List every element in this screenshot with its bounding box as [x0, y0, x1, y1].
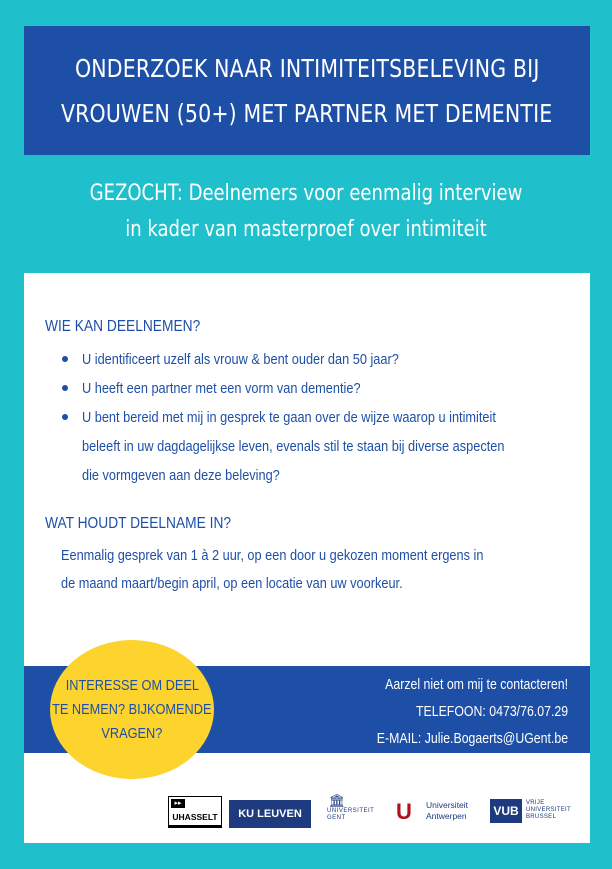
contact-invite: Aarzel niet om mij te contacteren! [385, 677, 568, 693]
building-icon: 🏛 [328, 793, 346, 808]
uantwerpen-name-1: Universiteit [426, 800, 469, 810]
section-heading-participation: WAT HOUDT DEELNAME IN? [45, 515, 232, 532]
list-item [62, 345, 612, 374]
list-item-text: U identificeert uzelf als vrouw & bent ouder dan 50 jaar? [82, 351, 399, 368]
circle-line-1: INTERESSE OM DEEL [65, 676, 199, 694]
list-item-text: U heeft een partner met een vorm van dementie? [82, 380, 361, 397]
ugent-logo [327, 794, 377, 834]
section-heading-participants: WIE KAN DEELNEMEN? [45, 318, 201, 335]
uhasselt-name: UHASSELT [172, 812, 218, 822]
subtitle-line-1: GEZOCHT: Deelnemers voor eenmalig interview [89, 181, 523, 206]
title-line-1: ONDERZOEK NAAR INTIMITEITSBELEVING BIJ [74, 53, 540, 83]
interest-circle [50, 640, 214, 779]
play-icon: ▸▸ [171, 799, 185, 808]
participation-line-1: Eenmalig gesprek van 1 à 2 uur, op een door u gekozen moment ergens in [61, 547, 484, 564]
logo-underline [169, 825, 221, 828]
vub-mark: VUB [490, 799, 522, 823]
vub-name-2: UNIVERSITEIT [526, 807, 571, 813]
participation-description [61, 542, 558, 598]
uantwerpen-logo [396, 798, 488, 830]
title-banner [24, 26, 590, 155]
logo-strip [0, 790, 612, 835]
contact-phone: TELEFOON: 0473/76.07.29 [415, 704, 568, 720]
contact-email: E-MAIL: Julie.Bogaerts@UGent.be [376, 731, 568, 747]
ugent-name-2: GENT [327, 815, 346, 821]
vub-name-3: BRUSSEL [526, 814, 557, 820]
list-item-text-cont: beleeft in uw dagdagelijkse leven, evenals stil te staan bij diverse aspecten [82, 438, 505, 455]
u-mark-icon: U [396, 799, 412, 824]
bullet-icon [62, 356, 68, 362]
list-item-text: U bent bereid met mij in gesprek te gaan over de wijze waarop u intimiteit [82, 409, 496, 426]
kuleuven-logo: KU LEUVEN [229, 800, 311, 828]
circle-line-3: VRAGEN? [101, 724, 163, 742]
uantwerpen-name-2: Antwerpen [426, 811, 467, 821]
subtitle-line-2: in kader van masterproef over intimiteit [125, 217, 487, 242]
vub-logo [490, 797, 570, 827]
subtitle [0, 176, 612, 248]
list-item-text-cont: die vormgeven aan deze beleving? [82, 467, 280, 484]
bullet-icon [62, 385, 68, 391]
ugent-name-1: UNIVERSITEIT [327, 808, 375, 814]
list-item [62, 403, 612, 490]
title-line-2: VROUWEN (50+) MET PARTNER MET DEMENTIE [61, 98, 553, 128]
contact-info [343, 672, 568, 753]
criteria-list [62, 345, 612, 490]
vub-name-1: VRIJE [526, 800, 545, 806]
list-item [62, 374, 612, 403]
circle-line-2: TE NEMEN? BIJKOMENDE [52, 700, 212, 718]
uhasselt-logo [168, 796, 222, 828]
participation-line-2: de maand maart/begin april, op een locatie van uw voorkeur. [61, 575, 403, 592]
bullet-icon [62, 414, 68, 420]
